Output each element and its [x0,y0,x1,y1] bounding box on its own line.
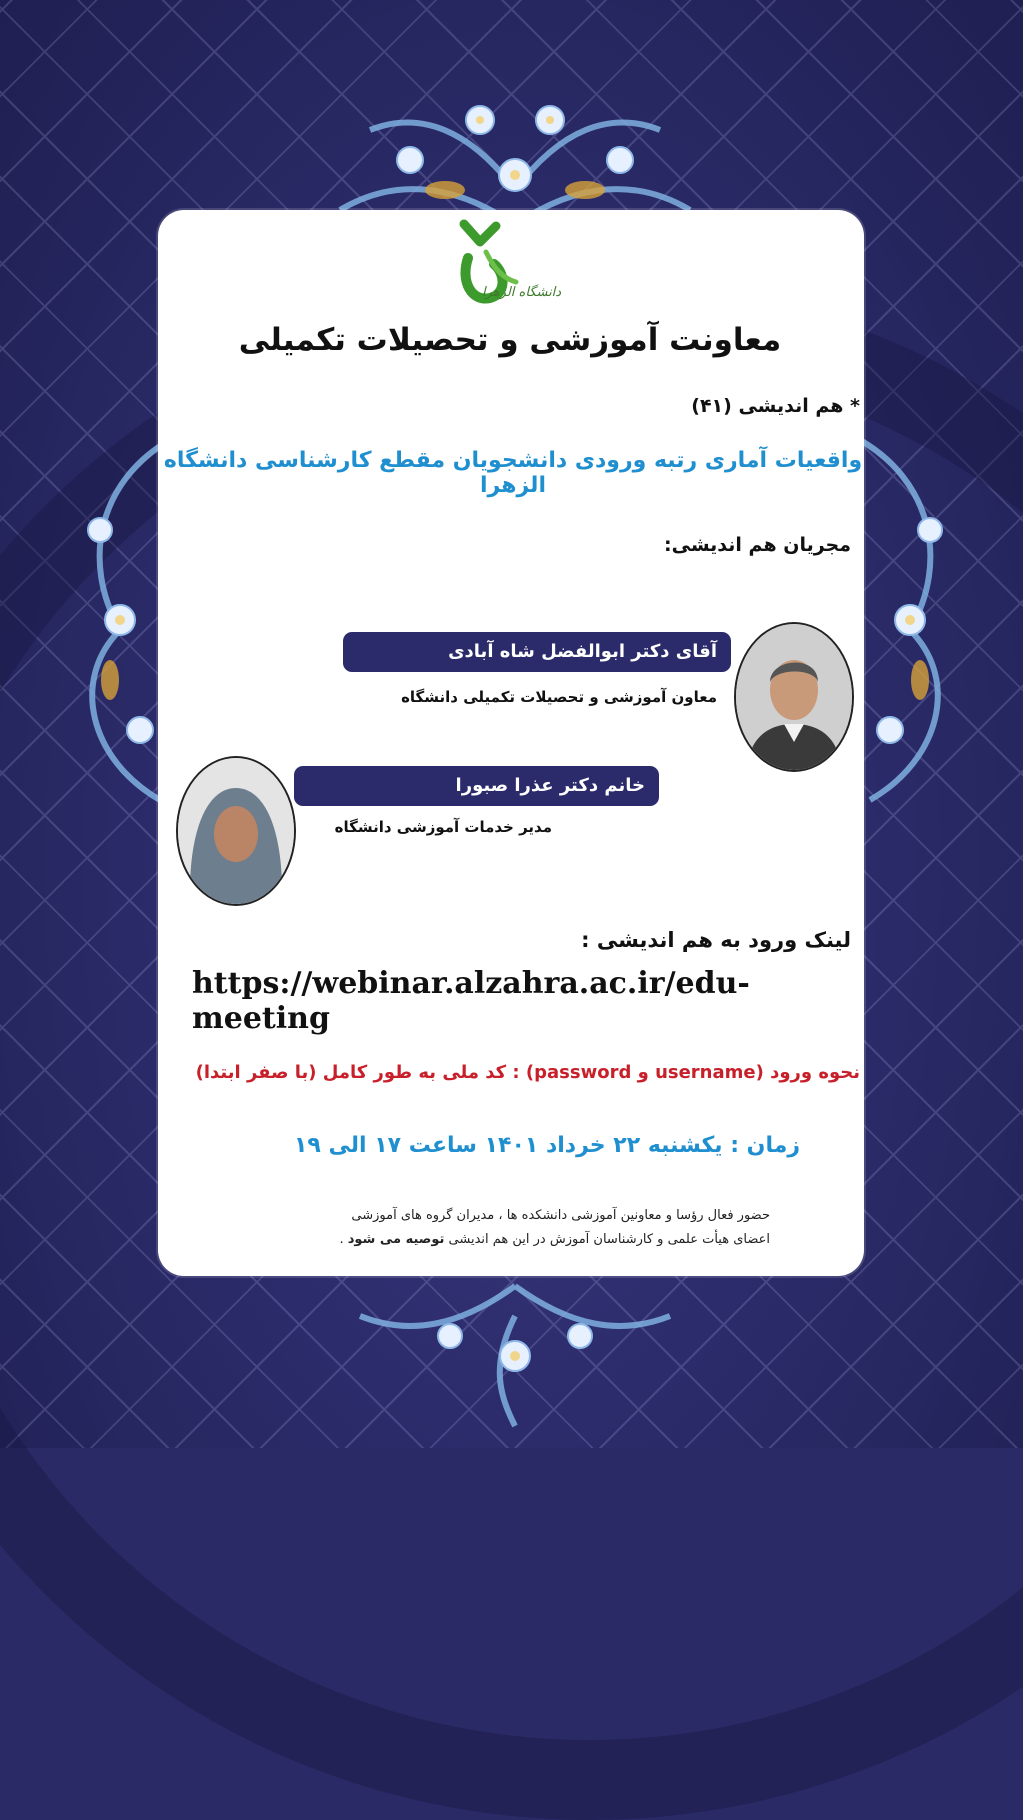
note-line-2 [190,1232,770,1247]
link-label: لینک ورود به هم اندیشی : [581,928,851,952]
note-line-2-prefix: اعضای هیأت علمی و کارشناسان آموزش در این هم اندیشی [448,1232,770,1247]
session-time: زمان : یکشنبه ۲۲ خرداد ۱۴۰۱ ساعت ۱۷ الی ۱۹ [293,1133,800,1158]
note-line-1: حضور فعال رؤسا و معاونین آموزشی دانشکده ها ، مدیران گروه های آموزشی [351,1208,770,1223]
login-instructions: نحوه ورود (username و password) : کد ملی به طور کامل (با صفر ابتدا) [195,1062,860,1083]
session-topic: واقعیات آماری رتبه ورودی دانشجویان مقطع کارشناسی دانشگاه الزهرا [163,448,863,498]
host-2-role: مدیر خدمات آموزشی دانشگاه [334,818,552,836]
webinar-link[interactable]: https://webinar.alzahra.ac.ir/edu-meeting [192,966,750,1036]
host-1-role: معاون آموزشی و تحصیلات تکمیلی دانشگاه [401,688,717,706]
note-line-2-suffix: . [339,1232,344,1247]
host-1-name: آقای دکتر ابوالفضل شاه آبادی [343,632,731,672]
host-2-name: خانم دکتر عذرا صبورا [294,766,659,806]
page-title: معاونت آموزشی و تحصیلات تکمیلی [238,322,782,358]
female-portrait-icon [176,756,296,906]
note-line-2-bold: توصیه می شود [347,1232,445,1247]
male-portrait-icon [734,622,854,772]
right-floral-ornament [850,420,990,840]
bottom-floral-ornament [330,1276,700,1436]
logo-text: دانشگاه الزهرا [482,285,562,300]
session-number: * هم اندیشی (۴۱) [691,395,860,417]
hosts-label: مجریان هم اندیشی: [664,534,851,556]
top-floral-ornament [300,40,730,230]
